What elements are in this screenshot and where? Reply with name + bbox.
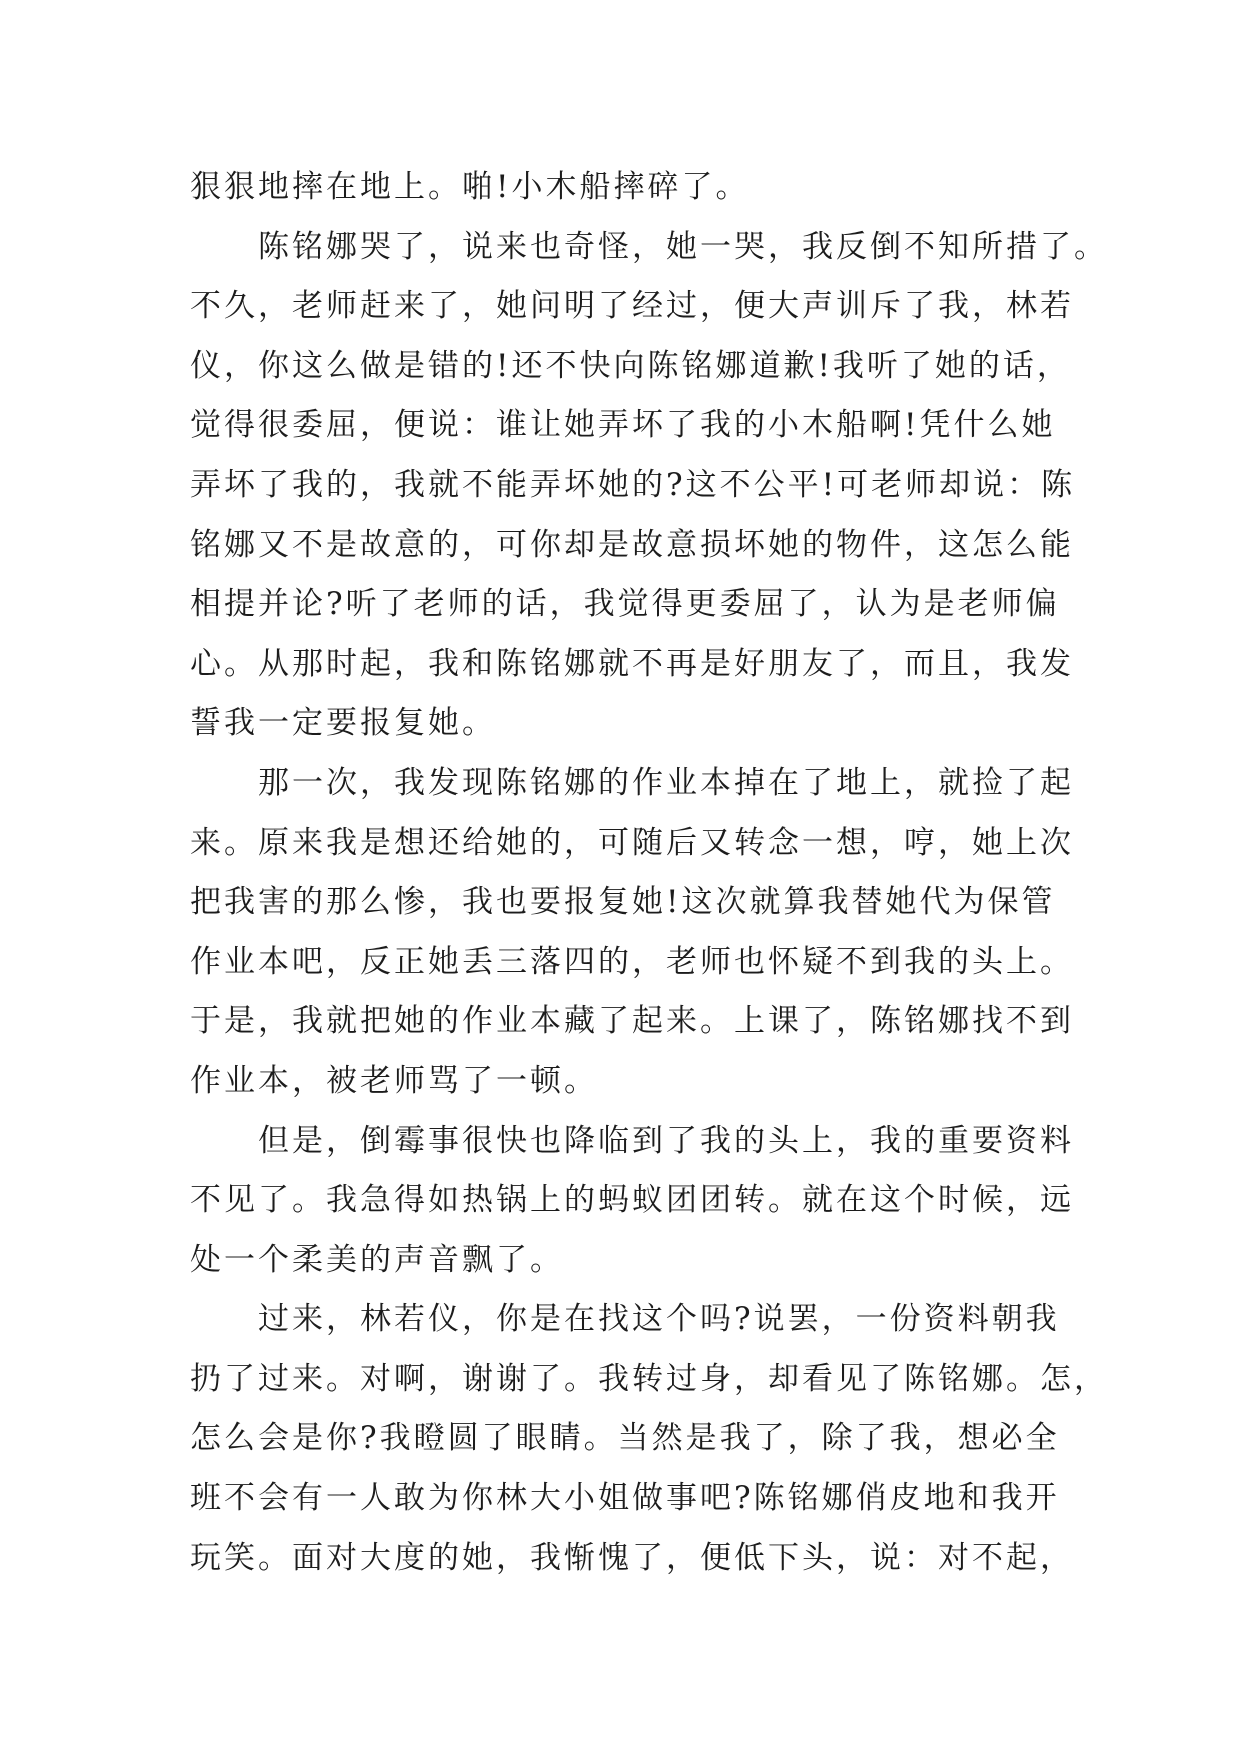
text-line: 不见了。我急得如热锅上的蚂蚁团团转。就在这个时候，远 <box>190 1182 1074 1219</box>
text-line: 作业本吧，反正她丢三落四的，老师也怀疑不到我的头上。 <box>190 943 1074 980</box>
text-line: 誓我一定要报复她。 <box>190 705 496 742</box>
text-line: 来。原来我是想还给她的，可随后又转念一想，哼，她上次 <box>190 824 1074 861</box>
paragraph-start-line: 那一次，我发现陈铭娜的作业本掉在了地上，就捡了起 <box>258 764 1074 801</box>
text-line: 怎么会是你?我瞪圆了眼睛。当然是我了，除了我，想必全 <box>190 1420 1060 1457</box>
text-line: 铭娜又不是故意的，可你却是故意损坏她的物件，这怎么能 <box>190 526 1074 563</box>
text-line: 扔了过来。对啊，谢谢了。我转过身，却看见了陈铭娜。怎， <box>190 1360 1108 1397</box>
text-line: 作业本，被老师骂了一顿。 <box>190 1062 598 1099</box>
text-line: 狠狠地摔在地上。啪!小木船摔碎了。 <box>190 169 750 205</box>
body-text <box>190 158 1108 1588</box>
paragraph-start-line: 但是，倒霉事很快也降临到了我的头上，我的重要资料 <box>258 1122 1074 1159</box>
text-line: 不久，老师赶来了，她问明了经过，便大声训斥了我，林若 <box>190 288 1074 325</box>
text-line: 心。从那时起，我和陈铭娜就不再是好朋友了，而且，我发 <box>190 645 1074 682</box>
text-line: 班不会有一人敢为你林大小姐做事吧?陈铭娜俏皮地和我开 <box>190 1480 1060 1517</box>
text-line: 觉得很委屈，便说：谁让她弄坏了我的小木船啊!凭什么她 <box>190 407 1056 444</box>
paragraph-start-line: 过来，林若仪，你是在找这个吗?说罢，一份资料朝我 <box>258 1301 1060 1338</box>
paragraph-start-line: 陈铭娜哭了，说来也奇怪，她一哭，我反倒不知所措了。 <box>258 228 1108 265</box>
text-line: 把我害的那么惨，我也要报复她!这次就算我替她代为保管 <box>190 884 1056 921</box>
text-line: 于是，我就把她的作业本藏了起来。上课了，陈铭娜找不到 <box>190 1003 1074 1040</box>
text-line: 弄坏了我的，我就不能弄坏她的?这不公平!可老师却说：陈 <box>190 466 1076 503</box>
text-line: 玩笑。面对大度的她，我惭愧了，便低下头，说：对不起， <box>190 1539 1074 1576</box>
text-line: 处一个柔美的声音飘了。 <box>190 1241 564 1278</box>
text-line: 相提并论?听了老师的话，我觉得更委屈了，认为是老师偏 <box>190 586 1060 623</box>
text-line: 仪，你这么做是错的!还不快向陈铭娜道歉!我听了她的话， <box>190 347 1071 384</box>
